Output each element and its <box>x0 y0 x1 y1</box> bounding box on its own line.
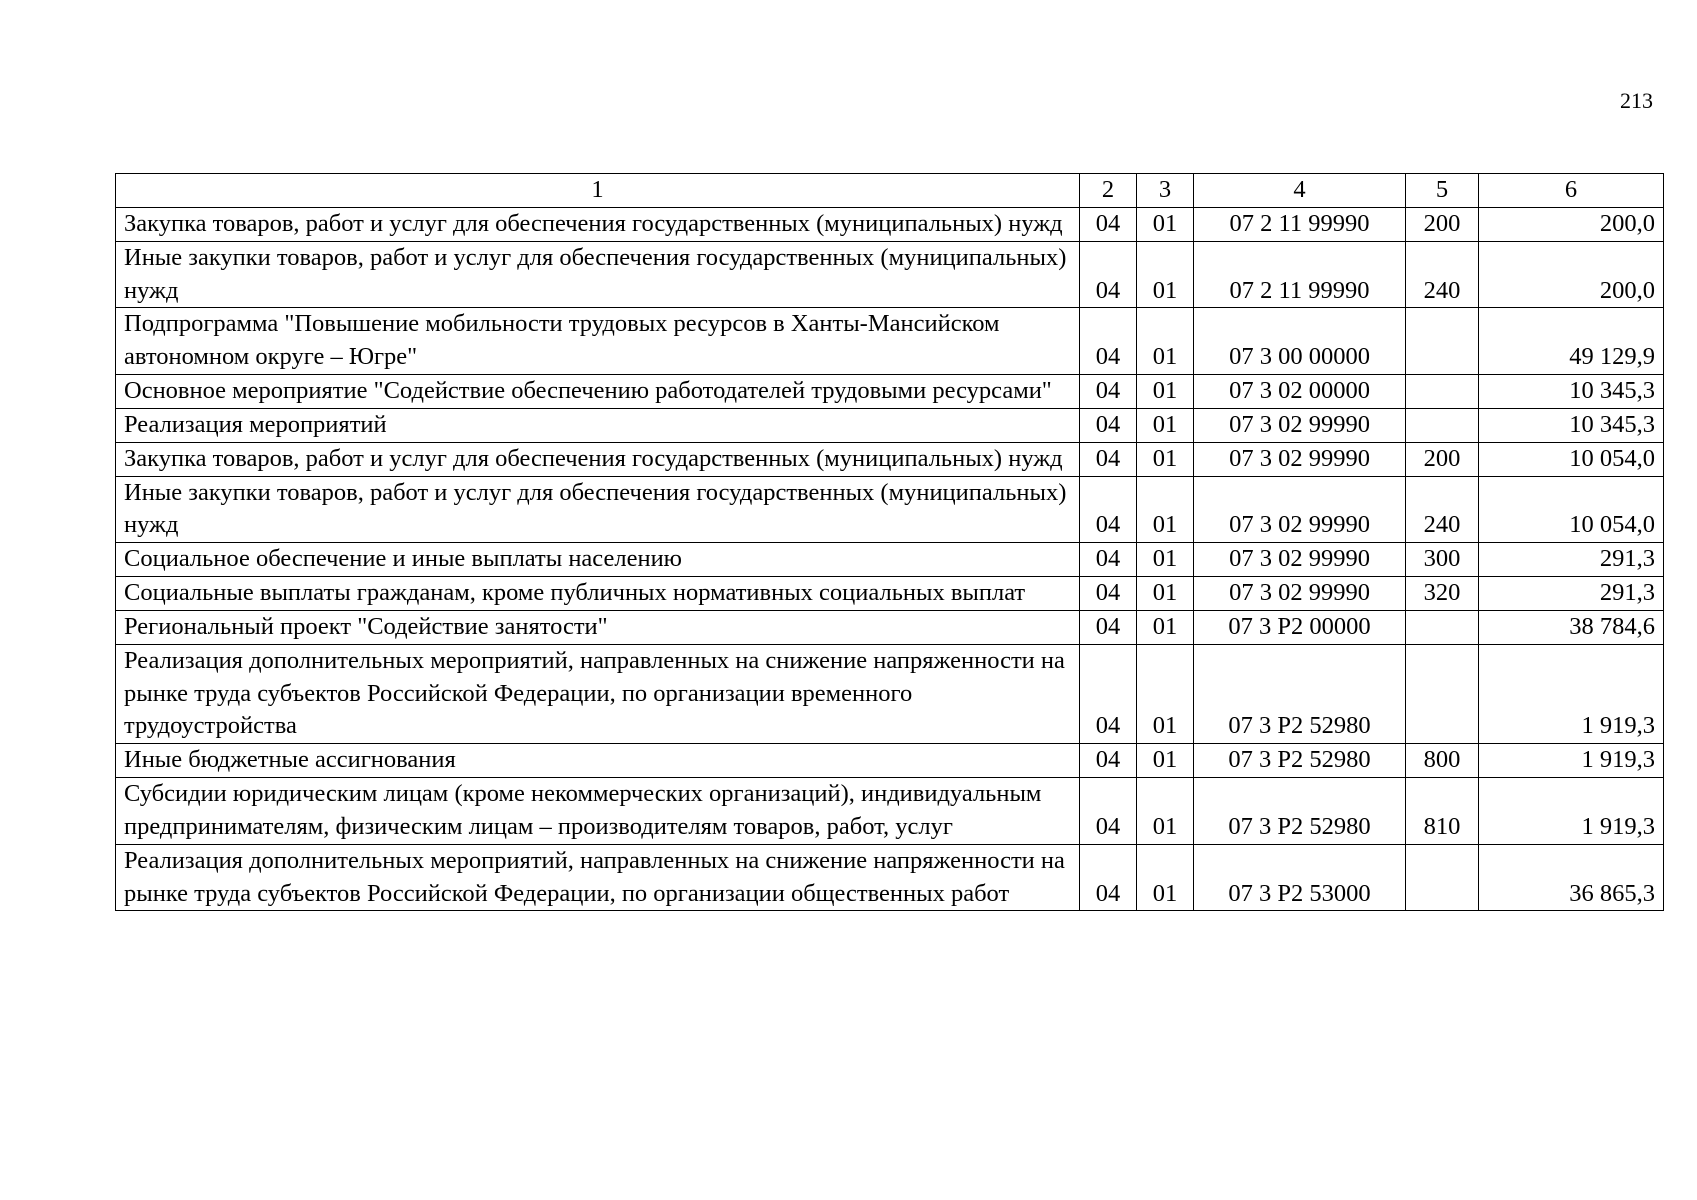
row-section: 04 <box>1080 644 1137 743</box>
header-cell-section: 2 <box>1080 174 1137 208</box>
row-target: 07 3 P2 52980 <box>1194 644 1406 743</box>
row-name: Реализация дополнительных мероприятий, направленных на снижение напряженности на рынке труда субъектов Российской Федерации, по организации общественных работ <box>116 844 1080 911</box>
row-subsection: 01 <box>1137 844 1194 911</box>
row-type: 800 <box>1406 744 1479 778</box>
row-name: Иные бюджетные ассигнования <box>116 744 1080 778</box>
row-type <box>1406 844 1479 911</box>
row-subsection: 01 <box>1137 644 1194 743</box>
row-name: Иные закупки товаров, работ и услуг для обеспечения государственных (муниципальных) нужд <box>116 476 1080 543</box>
row-name: Реализация мероприятий <box>116 408 1080 442</box>
row-section: 04 <box>1080 610 1137 644</box>
table-row <box>116 442 1664 476</box>
table-row <box>116 610 1664 644</box>
table-row <box>116 476 1664 543</box>
page-number: 213 <box>1620 88 1653 113</box>
row-amount: 200,0 <box>1479 241 1664 308</box>
row-name: Закупка товаров, работ и услуг для обеспечения государственных (муниципальных) нужд <box>116 208 1080 242</box>
row-type <box>1406 644 1479 743</box>
row-type: 200 <box>1406 442 1479 476</box>
row-type <box>1406 610 1479 644</box>
row-name: Основное мероприятие "Содействие обеспечению работодателей трудовыми ресурсами" <box>116 375 1080 409</box>
row-target: 07 3 02 99990 <box>1194 442 1406 476</box>
row-target: 07 3 02 00000 <box>1194 375 1406 409</box>
row-name: Реализация дополнительных мероприятий, направленных на снижение напряженности на рынке труда субъектов Российской Федерации, по организации временного трудоустройства <box>116 644 1080 743</box>
row-subsection: 01 <box>1137 208 1194 242</box>
row-section: 04 <box>1080 577 1137 611</box>
row-amount: 49 129,9 <box>1479 308 1664 375</box>
row-target: 07 3 00 00000 <box>1194 308 1406 375</box>
row-subsection: 01 <box>1137 744 1194 778</box>
row-amount: 200,0 <box>1479 208 1664 242</box>
row-subsection: 01 <box>1137 778 1194 845</box>
row-section: 04 <box>1080 241 1137 308</box>
table-header <box>116 174 1664 208</box>
row-amount: 291,3 <box>1479 577 1664 611</box>
row-amount: 10 054,0 <box>1479 476 1664 543</box>
row-target: 07 3 02 99990 <box>1194 577 1406 611</box>
table-row <box>116 744 1664 778</box>
row-amount: 1 919,3 <box>1479 744 1664 778</box>
row-section: 04 <box>1080 408 1137 442</box>
header-cell-amount: 6 <box>1479 174 1664 208</box>
table-row <box>116 644 1664 743</box>
row-name: Социальное обеспечение и иные выплаты населению <box>116 543 1080 577</box>
row-target: 07 2 11 99990 <box>1194 208 1406 242</box>
header-cell-name: 1 <box>116 174 1080 208</box>
header-row <box>116 174 1664 208</box>
table-body <box>116 208 1664 911</box>
row-section: 04 <box>1080 208 1137 242</box>
row-name: Иные закупки товаров, работ и услуг для обеспечения государственных (муниципальных) нужд <box>116 241 1080 308</box>
table-row <box>116 408 1664 442</box>
table-row <box>116 375 1664 409</box>
row-type: 240 <box>1406 476 1479 543</box>
row-subsection: 01 <box>1137 577 1194 611</box>
row-section: 04 <box>1080 543 1137 577</box>
row-subsection: 01 <box>1137 543 1194 577</box>
row-subsection: 01 <box>1137 241 1194 308</box>
row-amount: 36 865,3 <box>1479 844 1664 911</box>
row-target: 07 3 02 99990 <box>1194 543 1406 577</box>
row-amount: 10 054,0 <box>1479 442 1664 476</box>
row-section: 04 <box>1080 442 1137 476</box>
row-name: Региональный проект "Содействие занятости" <box>116 610 1080 644</box>
row-target: 07 2 11 99990 <box>1194 241 1406 308</box>
table-row <box>116 577 1664 611</box>
row-name: Закупка товаров, работ и услуг для обеспечения государственных (муниципальных) нужд <box>116 442 1080 476</box>
row-target: 07 3 02 99990 <box>1194 408 1406 442</box>
header-cell-type: 5 <box>1406 174 1479 208</box>
table-row <box>116 241 1664 308</box>
table-row <box>116 844 1664 911</box>
row-type <box>1406 408 1479 442</box>
row-section: 04 <box>1080 778 1137 845</box>
row-subsection: 01 <box>1137 442 1194 476</box>
row-target: 07 3 P2 52980 <box>1194 778 1406 845</box>
row-target: 07 3 P2 00000 <box>1194 610 1406 644</box>
row-target: 07 3 02 99990 <box>1194 476 1406 543</box>
row-amount: 1 919,3 <box>1479 644 1664 743</box>
row-amount: 38 784,6 <box>1479 610 1664 644</box>
table-row <box>116 543 1664 577</box>
row-name: Подпрограмма "Повышение мобильности трудовых ресурсов в Ханты-Мансийском автономном округе – Югре" <box>116 308 1080 375</box>
row-subsection: 01 <box>1137 476 1194 543</box>
row-subsection: 01 <box>1137 308 1194 375</box>
table-row <box>116 308 1664 375</box>
row-type: 240 <box>1406 241 1479 308</box>
row-amount: 291,3 <box>1479 543 1664 577</box>
header-cell-subsection: 3 <box>1137 174 1194 208</box>
row-type <box>1406 308 1479 375</box>
row-amount: 10 345,3 <box>1479 408 1664 442</box>
row-type: 320 <box>1406 577 1479 611</box>
row-subsection: 01 <box>1137 610 1194 644</box>
row-name: Социальные выплаты гражданам, кроме публичных нормативных социальных выплат <box>116 577 1080 611</box>
row-section: 04 <box>1080 375 1137 409</box>
row-subsection: 01 <box>1137 375 1194 409</box>
row-type: 300 <box>1406 543 1479 577</box>
row-target: 07 3 P2 53000 <box>1194 844 1406 911</box>
row-type <box>1406 375 1479 409</box>
row-type: 810 <box>1406 778 1479 845</box>
budget-table <box>115 173 1664 911</box>
row-subsection: 01 <box>1137 408 1194 442</box>
row-target: 07 3 P2 52980 <box>1194 744 1406 778</box>
row-section: 04 <box>1080 308 1137 375</box>
row-amount: 1 919,3 <box>1479 778 1664 845</box>
row-name: Субсидии юридическим лицам (кроме некоммерческих организаций), индивидуальным предпринимателям, физическим лицам – производителям товаров, работ, услуг <box>116 778 1080 845</box>
row-section: 04 <box>1080 844 1137 911</box>
table-row <box>116 778 1664 845</box>
table-row <box>116 208 1664 242</box>
row-amount: 10 345,3 <box>1479 375 1664 409</box>
row-section: 04 <box>1080 744 1137 778</box>
row-section: 04 <box>1080 476 1137 543</box>
row-type: 200 <box>1406 208 1479 242</box>
header-cell-target: 4 <box>1194 174 1406 208</box>
